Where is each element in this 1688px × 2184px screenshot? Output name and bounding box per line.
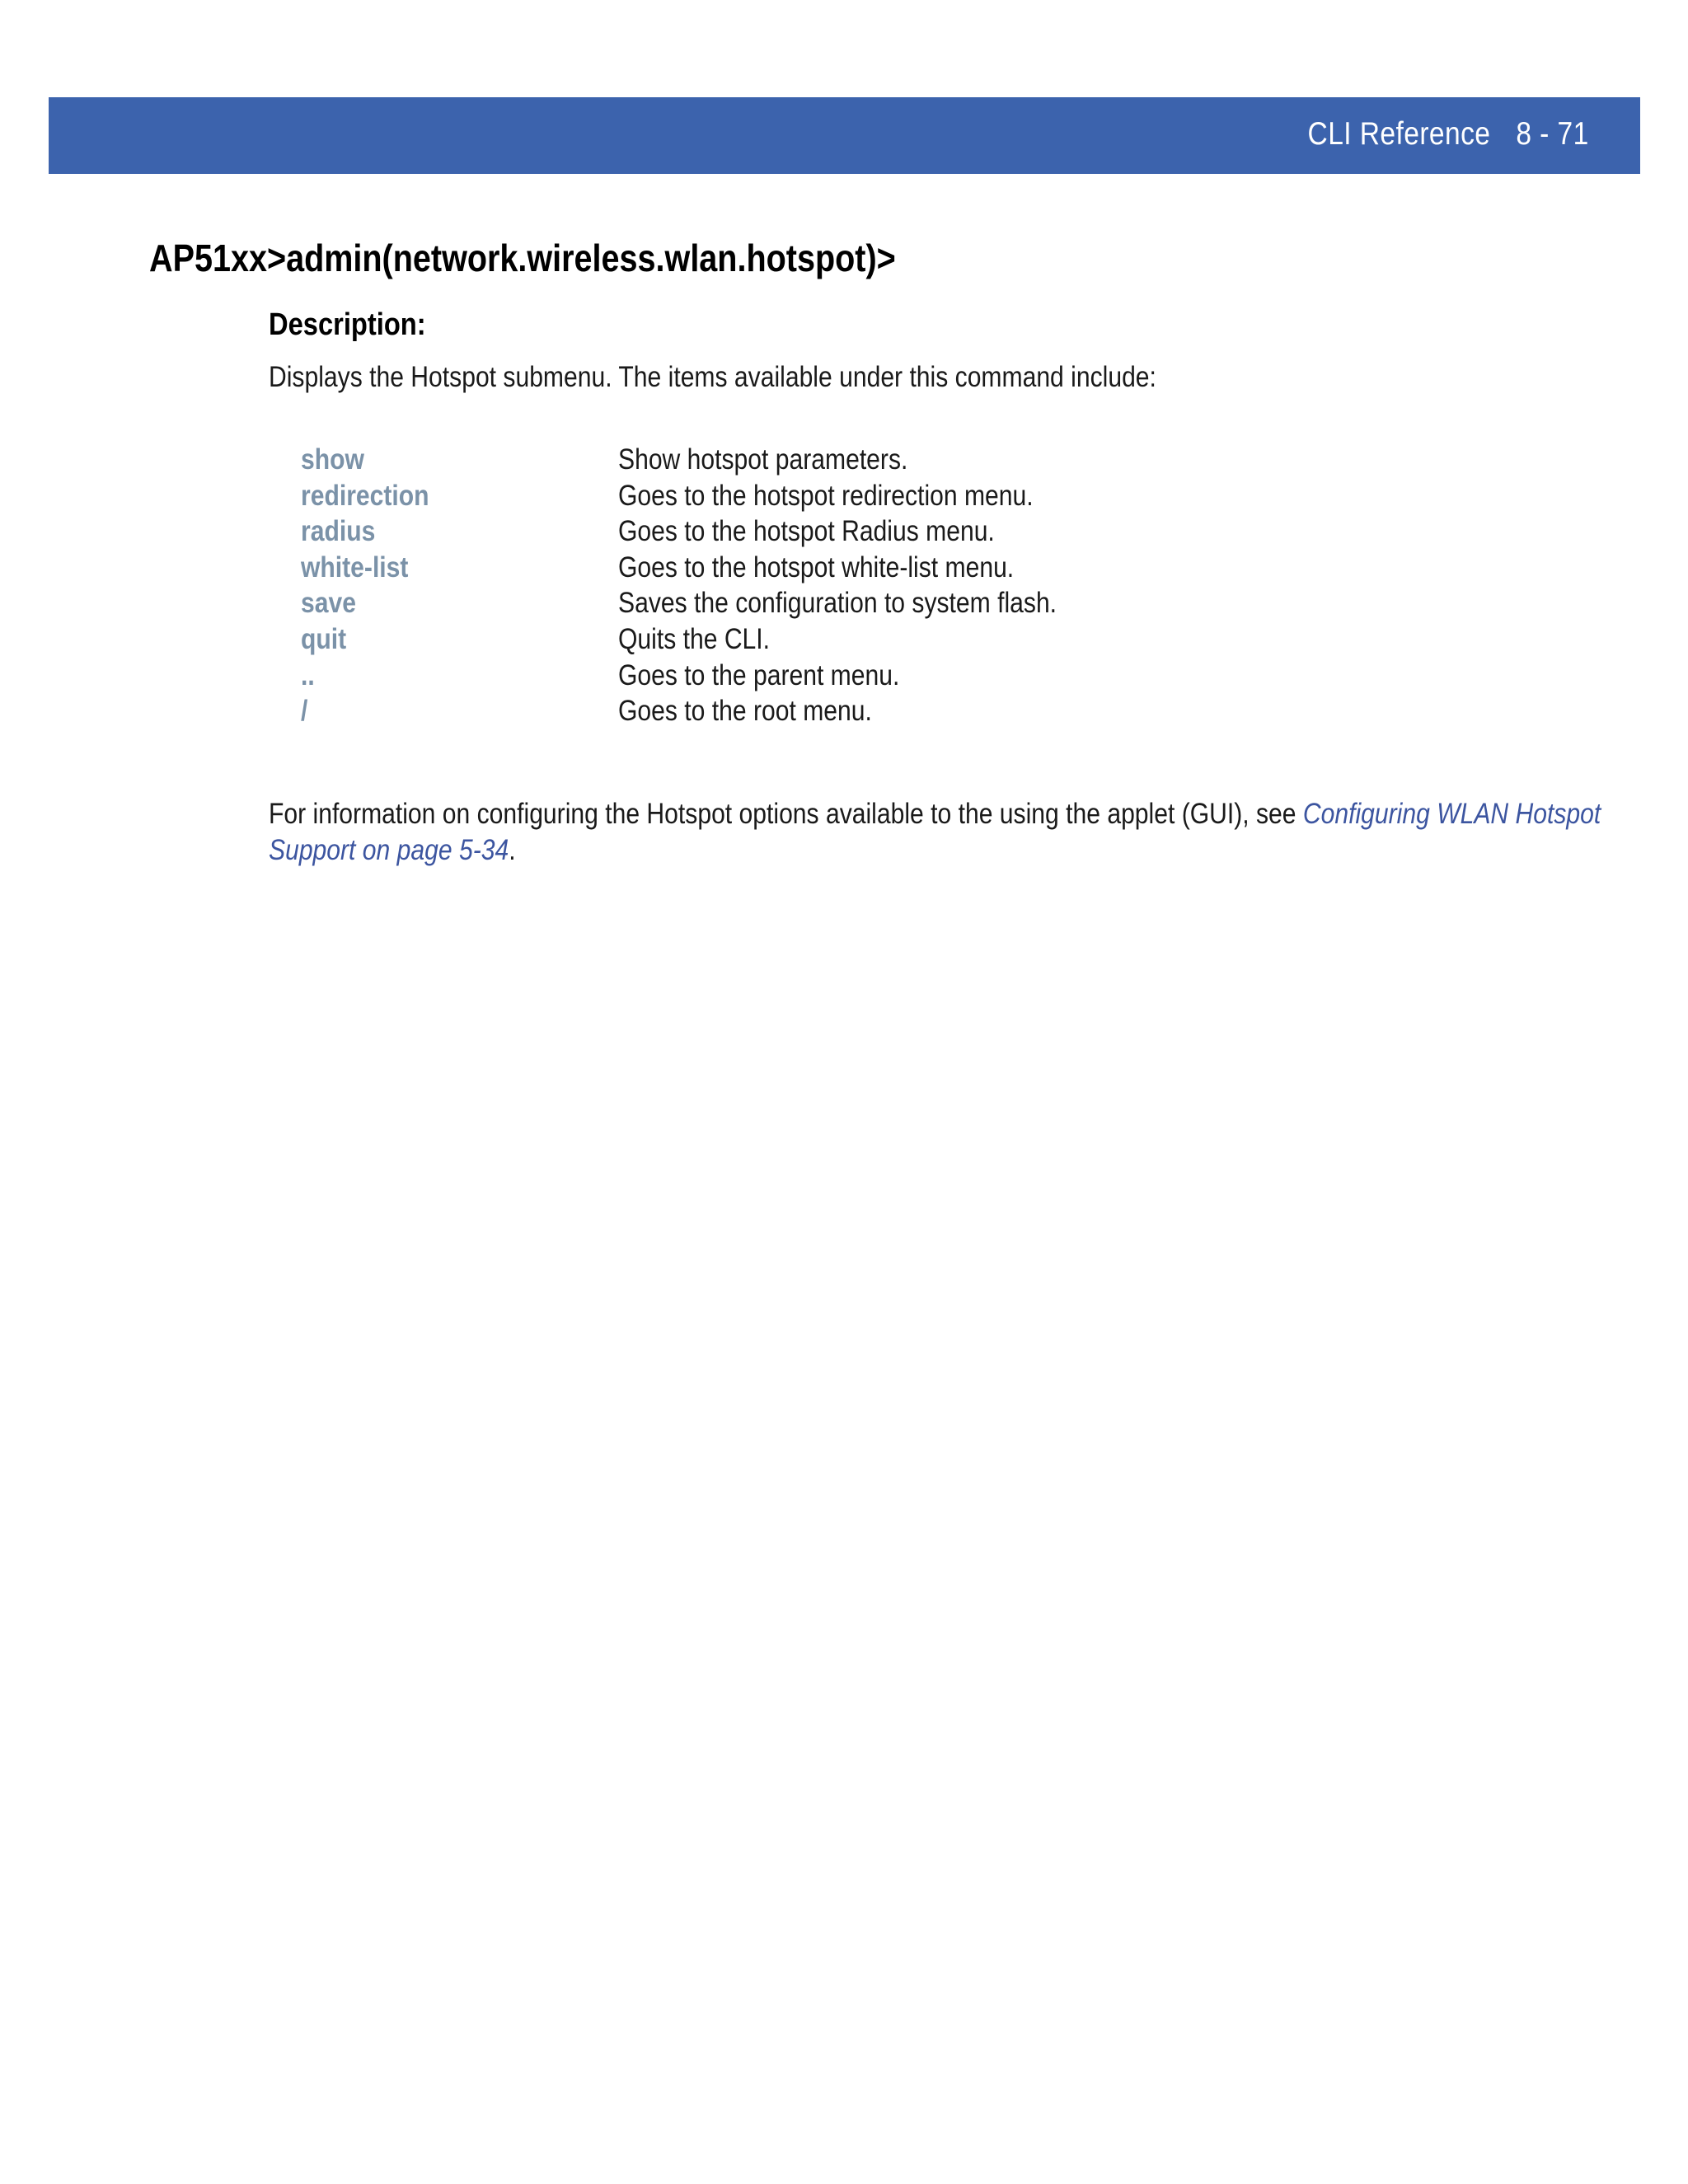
command-description: Saves the configuration to system flash. [618,587,1057,620]
footer-text: For information on configuring the Hotspot options available to the using the applet (GUI), see [269,798,1303,830]
header-page-number: 8 - 71 [1516,116,1589,152]
command-name: / [301,695,308,728]
command-heading: AP51xx>admin(network.wireless.wlan.hotspot)> [149,237,896,279]
command-name: radius [301,515,376,548]
command-name: redirection [301,479,429,512]
command-description: Quits the CLI. [618,622,771,655]
command-description: Show hotspot parameters. [618,443,908,476]
header-section-title: CLI Reference [1307,116,1491,152]
command-name: save [301,587,356,620]
command-description: Goes to the parent menu. [618,658,900,691]
cross-reference-link[interactable]: Configuring WLAN Hotspot Support on page 5-34 [269,798,1601,866]
command-name: white-list [301,551,409,583]
command-name: quit [301,622,347,655]
header-text [1308,116,1589,152]
description-label: Description: [269,307,426,342]
page-header-bar [49,97,1640,174]
footer-end: . [509,834,516,866]
command-description: Goes to the hotspot Radius menu. [618,515,995,548]
command-name: show [301,443,364,476]
footer-paragraph [269,796,1643,869]
command-name: .. [301,658,315,691]
command-description: Goes to the hotspot white-list menu. [618,551,1015,583]
intro-paragraph: Displays the Hotspot submenu. The items available under this command include: [269,361,1156,393]
command-description: Goes to the hotspot redirection menu. [618,479,1034,512]
command-description: Goes to the root menu. [618,695,872,728]
